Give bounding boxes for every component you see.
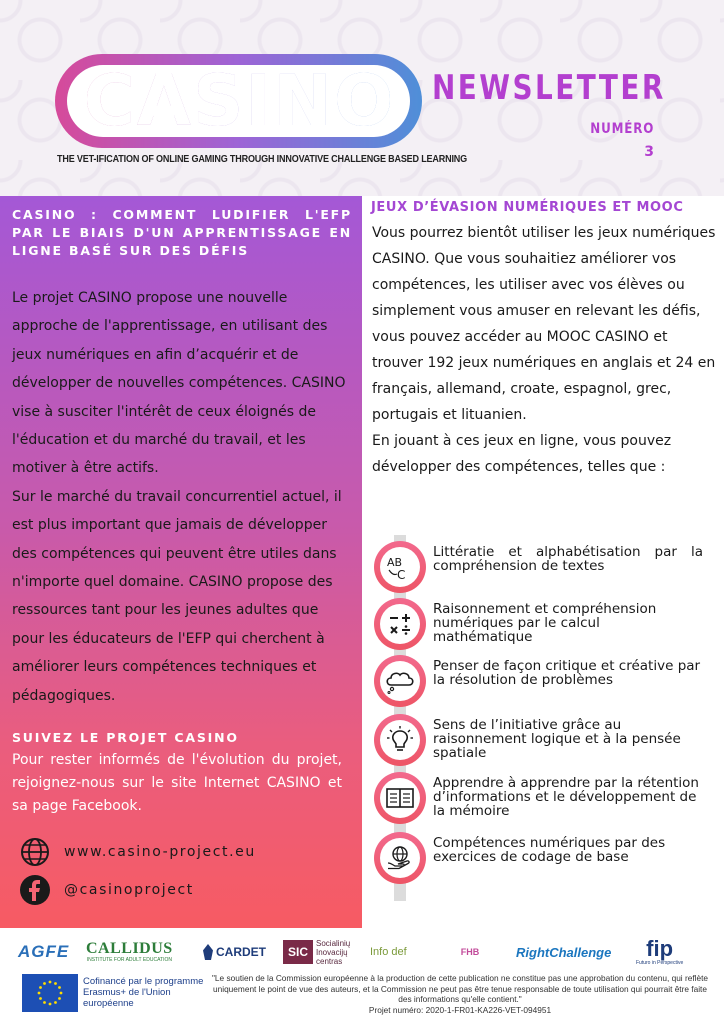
- partner-logo-socialiniu: SIC Socialinių Inovacijų centras: [283, 932, 360, 972]
- cardet-mark-icon: [203, 944, 213, 960]
- facebook-icon: [20, 875, 50, 905]
- partner-logo-infodef: Info def: [370, 945, 407, 958]
- left-column: [0, 196, 362, 928]
- casino-logo: CASINO: [83, 60, 396, 142]
- skill-item-literacy: [374, 541, 714, 597]
- skill-text-numeracy: Raisonnement et compréhension numériques par le calcul mathématique: [433, 601, 657, 645]
- skill-item-initiative: [374, 714, 714, 770]
- globe-icon: [20, 837, 50, 867]
- skill-text-initiative: Sens de l’initiative grâce au raisonnement logique et à la pensée spatiale: [433, 717, 681, 761]
- math-operators-icon: [380, 604, 420, 644]
- abc-icon: [380, 547, 420, 587]
- skill-text-digital: Compétences numériques par des exercices de codage de base: [433, 835, 666, 865]
- eu-flag-icon: [22, 974, 78, 1012]
- left-body-text: [12, 284, 354, 710]
- svg-text:AB: AB: [387, 556, 403, 569]
- partner-logo-fhb: FHB: [460, 947, 480, 957]
- website-link[interactable]: www.casino-project.eu: [64, 844, 256, 860]
- right-section-heading: JEUX D’ÉVASION NUMÉRIQUES ET MOOC: [371, 200, 684, 215]
- lightbulb-icon: [380, 720, 420, 760]
- facebook-handle[interactable]: @casinoproject: [64, 882, 194, 898]
- newsletter-header: [0, 0, 724, 196]
- disclaimer: [210, 973, 710, 1015]
- skill-text-learning: Apprendre à apprendre par la rétention d’informations et le développement de la mémoire: [433, 775, 699, 819]
- partner-logo-rightchallenge: RightChallenge: [516, 944, 612, 960]
- partner-logo-cardet: CARDET: [203, 932, 266, 972]
- globe-hand-icon: [380, 838, 420, 878]
- skill-item-digital: [374, 832, 714, 888]
- partner-logos: [0, 932, 724, 972]
- right-intro-text: [372, 220, 718, 480]
- website-row[interactable]: [20, 837, 256, 867]
- right-intro-paragraph-1: Vous pourrez bientôt utiliser les jeux numériques CASINO. Que vous souhaitiez améliorer vos compétences, les utiliser avec vos élèves ou simplement vous amuser en relevant les défis, vous pouvez accéder au MOOC CASINO et trouver 192 jeux numériques en anglais et 24 en français, allemand, croate, espagnol, grec, portugais et lituanien.: [372, 225, 716, 423]
- project-tagline: THE VET-IFICATION OF ONLINE GAMING THROUGH INNOVATIVE CHALLENGE BASED LEARNING: [57, 153, 468, 165]
- skill-item-critical-thinking: [374, 655, 714, 711]
- eu-funding-text: Cofinancé par le programme Erasmus+ de l'Union européenne: [83, 976, 204, 1009]
- newsletter-title: NEWSLETTER: [432, 68, 666, 108]
- skill-text-literacy: Littératie et alphabétisation par la compréhension de textes: [433, 544, 703, 574]
- partner-logo-agfe: AGFE: [18, 942, 70, 961]
- left-paragraph-2: Sur le marché du travail concurrentiel actuel, il est plus important que jamais de développer des compétences qui peuvent être utiles dans n'importe quel domaine. CASINO propose des ressources tant pour les jeunes adultes que pour les éducateurs de l'EFP qui cherchent à améliorer leurs compétences techniques et pédagogiques.: [12, 488, 342, 704]
- facebook-row[interactable]: [20, 875, 194, 905]
- sic-mark-icon: SIC: [283, 940, 313, 964]
- skill-item-learning: [374, 772, 714, 828]
- follow-body: Pour rester informés de l'évolution du projet, rejoignez-nous sur le site Internet CASINO et sa page Facebook.: [12, 752, 342, 814]
- thought-cloud-icon: [380, 661, 420, 701]
- issue-label: NUMÉRO: [590, 121, 654, 137]
- skill-text-critical-thinking: Penser de façon critique et créative par la résolution de problèmes: [433, 658, 701, 688]
- left-paragraph-1: Le projet CASINO propose une nouvelle approche de l'apprentissage, en utilisant des jeux numériques en afin d’acquérir et de développer de nouvelles compétences. CASINO vise à susciter l'intérêt de ceux éloignés de l'éducation et du marché du travail, et les motiver à être actifs.: [12, 290, 346, 477]
- skill-item-numeracy: [374, 598, 714, 654]
- follow-heading: SUIVEZ LE PROJET CASINO: [12, 730, 239, 745]
- disclaimer-text: "Le soutien de la Commission européenne à la production de cette publication ne constitue pas une approbation du contenu, qui reflète uniquement le point de vue des auteurs, et la Commission ne peut pas être tenue responsable de toute utilisation qui pourrait être faite des informations qu'elle contient.": [211, 973, 709, 1004]
- project-number: Projet numéro: 2020-1-FR01-KA226-VET-094951: [368, 1004, 552, 1015]
- partner-logo-fip: fip Futuro in Perspective: [636, 936, 684, 966]
- svg-text:C: C: [397, 568, 406, 582]
- left-section-heading: CASINO : COMMENT LUDIFIER L'EFP PAR LE BIAIS D'UN APPRENTISSAGE EN LIGNE BASÉ SUR DES DÉFIS: [12, 207, 352, 258]
- partner-logo-callidus: CALLIDUS INSTITUTE FOR ADULT EDUCATION: [86, 940, 173, 963]
- open-book-icon: [380, 778, 420, 818]
- right-intro-paragraph-2: En jouant à ces jeux en ligne, vous pouvez développer des compétences, telles que :: [372, 433, 672, 475]
- issue-number: 3: [644, 144, 654, 160]
